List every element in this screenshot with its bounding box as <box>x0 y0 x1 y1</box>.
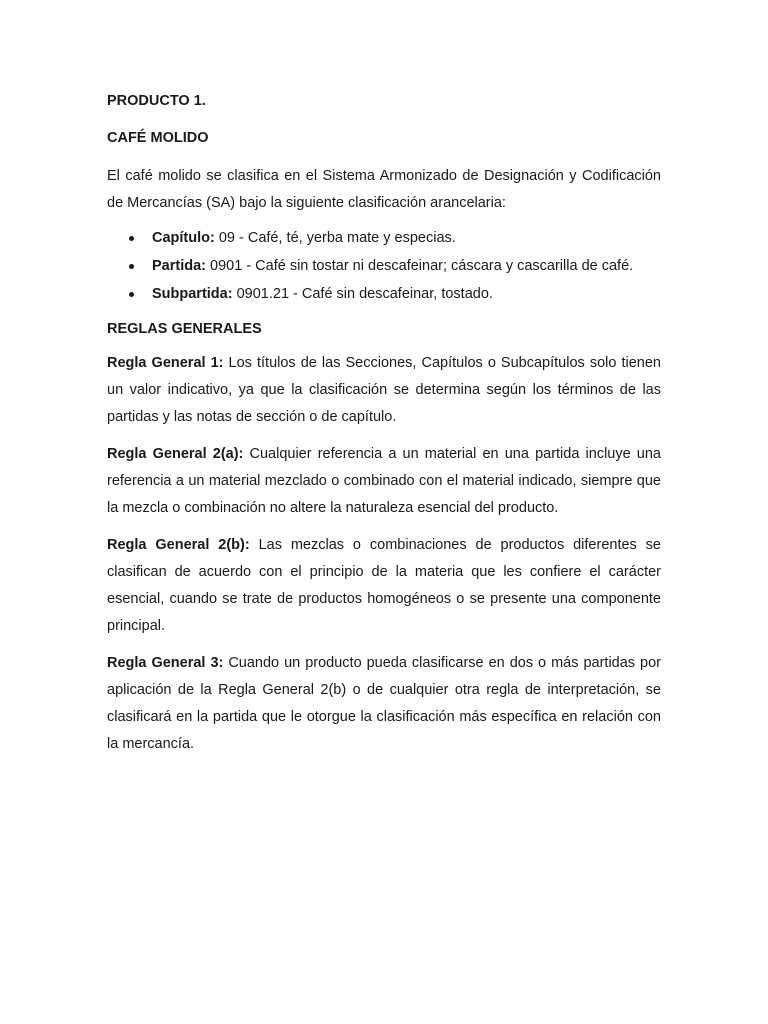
rule-paragraph <box>107 650 661 758</box>
list-item-text: 0901 - Café sin tostar ni descafeinar; cáscara y cascarilla de café. <box>206 258 634 274</box>
rule-text: Los títulos de las Secciones, Capítulos o Subcapítulos solo tienen un valor indicativo, ya que la clasificación se determina según los términos de las partidas y las notas de sección o de capítulo. <box>107 355 661 425</box>
rule-text: Cuando un producto pueda clasificarse en dos o más partidas por aplicación de la Regla General 2(b) o de cualquier otra regla de interpretación, se clasificará en la partida que le otorgue la clasificación más específica en relación con la mercancía. <box>107 655 661 752</box>
rule-paragraph <box>107 350 661 431</box>
intro-paragraph: El café molido se clasifica en el Sistema Armonizado de Designación y Codificación de Mercancías (SA) bajo la siguiente clasificación arancelaria: <box>107 168 661 211</box>
bullet-icon <box>129 292 134 297</box>
classification-list <box>107 224 661 308</box>
bullet-icon <box>129 264 134 269</box>
list-item-text: 0901.21 - Café sin descafeinar, tostado. <box>232 286 493 302</box>
rule-label: Regla General 1: <box>107 355 224 371</box>
rule-paragraph <box>107 441 661 522</box>
list-item-text: 09 - Café, té, yerba mate y especias. <box>214 230 456 246</box>
document-page <box>107 90 661 768</box>
list-item-label: Subpartida: <box>152 286 233 302</box>
list-item <box>107 252 661 280</box>
product-heading: PRODUCTO 1. <box>107 93 206 109</box>
rule-paragraph <box>107 532 661 640</box>
document-title: CAFÉ MOLIDO <box>107 130 209 146</box>
list-item-label: Capítulo: <box>152 230 215 246</box>
bullet-icon <box>129 236 134 241</box>
rule-label: Regla General 3: <box>107 655 224 671</box>
rule-text: Las mezclas o combinaciones de productos diferentes se clasifican de acuerdo con el principio de la materia que les confiere el carácter esencial, cuando se trate de productos homogéneos o se presente una componente principal. <box>107 537 661 634</box>
list-item <box>107 224 661 252</box>
rules-heading: REGLAS GENERALES <box>107 321 262 337</box>
list-item <box>107 280 661 308</box>
list-item-label: Partida: <box>152 258 206 274</box>
rule-label: Regla General 2(b): <box>107 537 250 553</box>
rule-text: Cualquier referencia a un material en una partida incluye una referencia a un material mezclado o combinado con el material indicado, siempre que la mezcla o combinación no altere la naturaleza esencial del producto. <box>107 446 661 516</box>
rule-label: Regla General 2(a): <box>107 446 244 462</box>
